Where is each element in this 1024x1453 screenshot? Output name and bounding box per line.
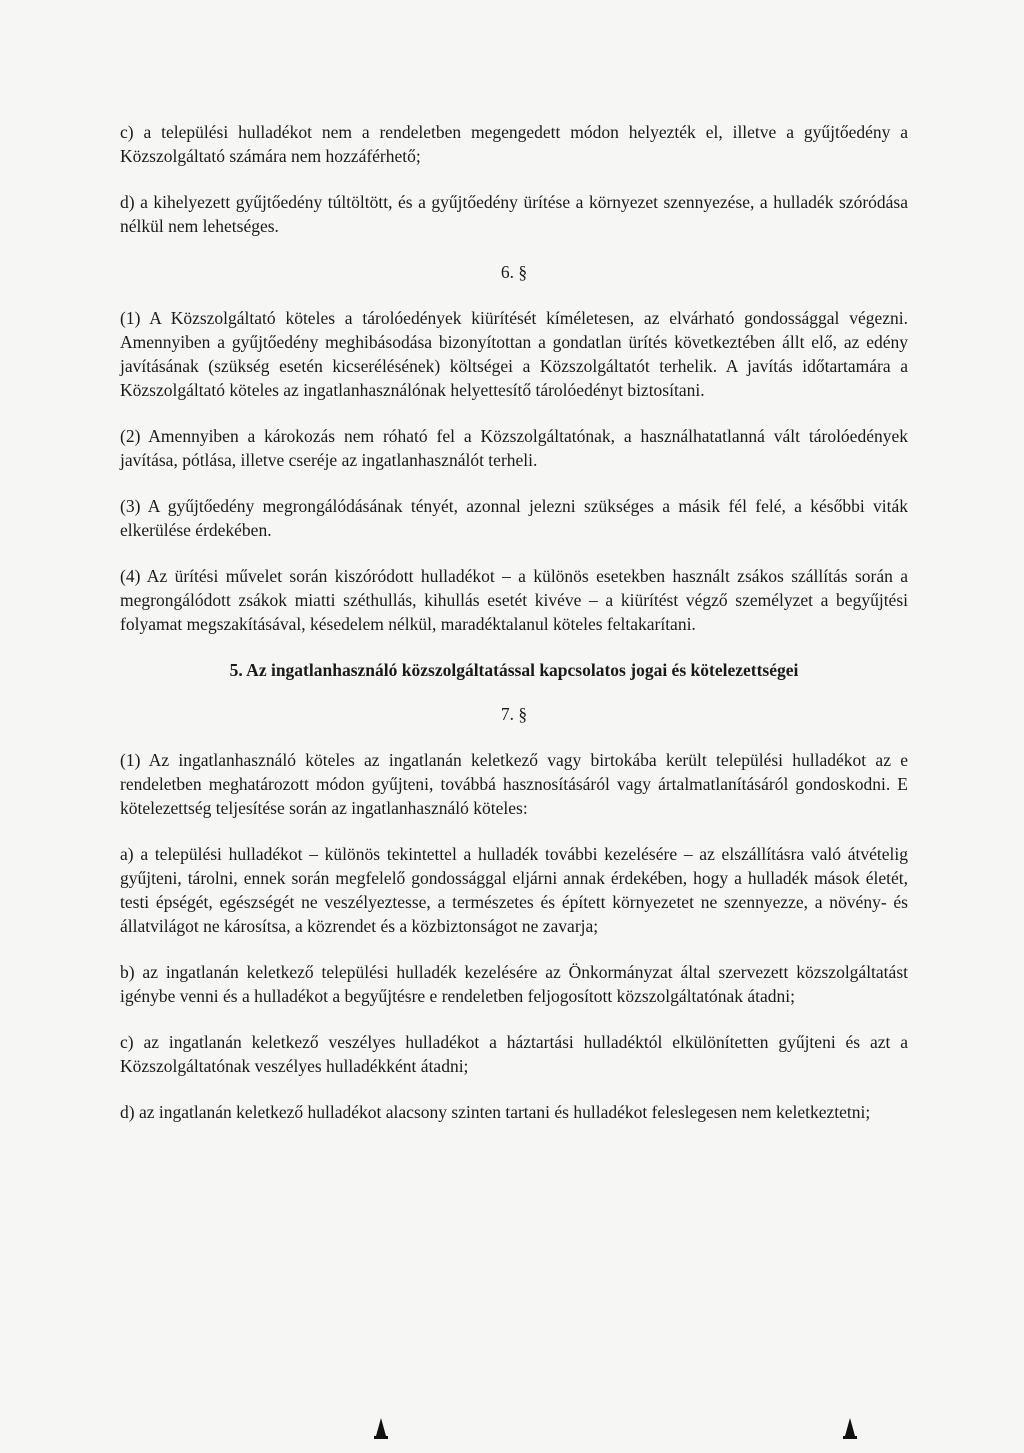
- section-7-paragraph-d: d) az ingatlanán keletkező hulladékot alacsony szinten tartani és hulladékot feleslegesen nem keletkeztetni;: [120, 1102, 871, 1122]
- section-6-paragraph-2: (2) Amennyiben a károkozás nem róható fel a Közszolgáltatónak, a használhatatlanná vált tárolóedények javítása, pótlása, illetve cseréje az ingatlanhasználót terheli.: [120, 426, 908, 470]
- paragraph-c: c) a települési hulladékot nem a rendeletben megengedett módon helyezték el, illetve a gyűjtőedény a Közszolgáltató számára nem hozzáférhető;: [120, 122, 908, 166]
- chapter-5-heading: 5. Az ingatlanhasználó közszolgáltatással kapcsolatos jogai és kötelezettségei: [229, 660, 799, 680]
- section-7-paragraph-a: a) a települési hulladékot – különös tekintettel a hulladék további kezelésére – az elszállításra való átvételig gyűjteni, tárolni, ennek során megfelelő gondossággal eljárni annak érdekében, hogy a hulladék mások életét, testi épségét, egészségét ne veszélyeztesse, a természetes és épített környezetet ne szennyezze, a növény- és állatvilágot ne károsítsa, a közrendet és a közbiztonságot ne zavarja;: [120, 844, 908, 936]
- section-7-paragraph-b: b) az ingatlanán keletkező települési hulladék kezelésére az Önkormányzat által szervezett közszolgáltatást igénybe venni és a hulladékot a begyűjtésre e rendeletben feljogosított közszolgáltatónak átadni;: [120, 962, 908, 1006]
- section-6-mark: 6. §: [500, 262, 528, 282]
- section-7-paragraph-1: (1) Az ingatlanhasználó köteles az ingatlanán keletkező vagy birtokába került települési hulladékot az e rendeletben meghatározott módon gyűjteni, továbbá hasznosításáról vagy ártalmatlanításáról gondoskodni. E kötelezettség teljesítése során az ingatlanhasználó köteles:: [120, 750, 908, 818]
- section-7-mark: 7. §: [500, 704, 528, 724]
- scan-registration-mark-right: [843, 1418, 857, 1440]
- section-6-paragraph-3: (3) A gyűjtőedény megrongálódásának tényét, azonnal jelezni szükséges a másik fél felé, a későbbi viták elkerülése érdekében.: [120, 496, 908, 540]
- paragraph-d: d) a kihelyezett gyűjtőedény túltöltött, és a gyűjtőedény ürítése a környezet szennyezése, a hulladék szóródása nélkül nem lehetséges.: [120, 192, 908, 236]
- section-6-paragraph-1: (1) A Közszolgáltató köteles a tárolóedények kiürítését kíméletesen, az elvárható gondossággal végezni. Amennyiben a gyűjtőedény meghibásodása bizonyítottan a gondatlan ürítés következtében állt elő, az edény javításának (szükség esetén kicserélésének) költségei a Közszolgáltatót terhelik. A javítás időtartamára a Közszolgáltató köteles az ingatlanhasználónak helyettesítő tárolóedényt biztosítani.: [120, 308, 908, 400]
- section-6-paragraph-4: (4) Az ürítési művelet során kiszóródott hulladékot – a különös esetekben használt zsákos szállítás során a megrongálódott zsákok miatti széthullás, kihullás esetét kivéve – a kiürítést végző személyzet a begyűjtési folyamat megszakításával, késedelem nélkül, maradéktalanul köteles feltakarítani.: [120, 566, 908, 634]
- document-body: [120, 120, 908, 1146]
- section-7-paragraph-c: c) az ingatlanán keletkező veszélyes hulladékot a háztartási hulladéktól elkülönítetten gyűjteni és azt a Közszolgáltatónak veszélyes hulladékként átadni;: [120, 1032, 908, 1076]
- scan-registration-mark-left: [374, 1418, 388, 1440]
